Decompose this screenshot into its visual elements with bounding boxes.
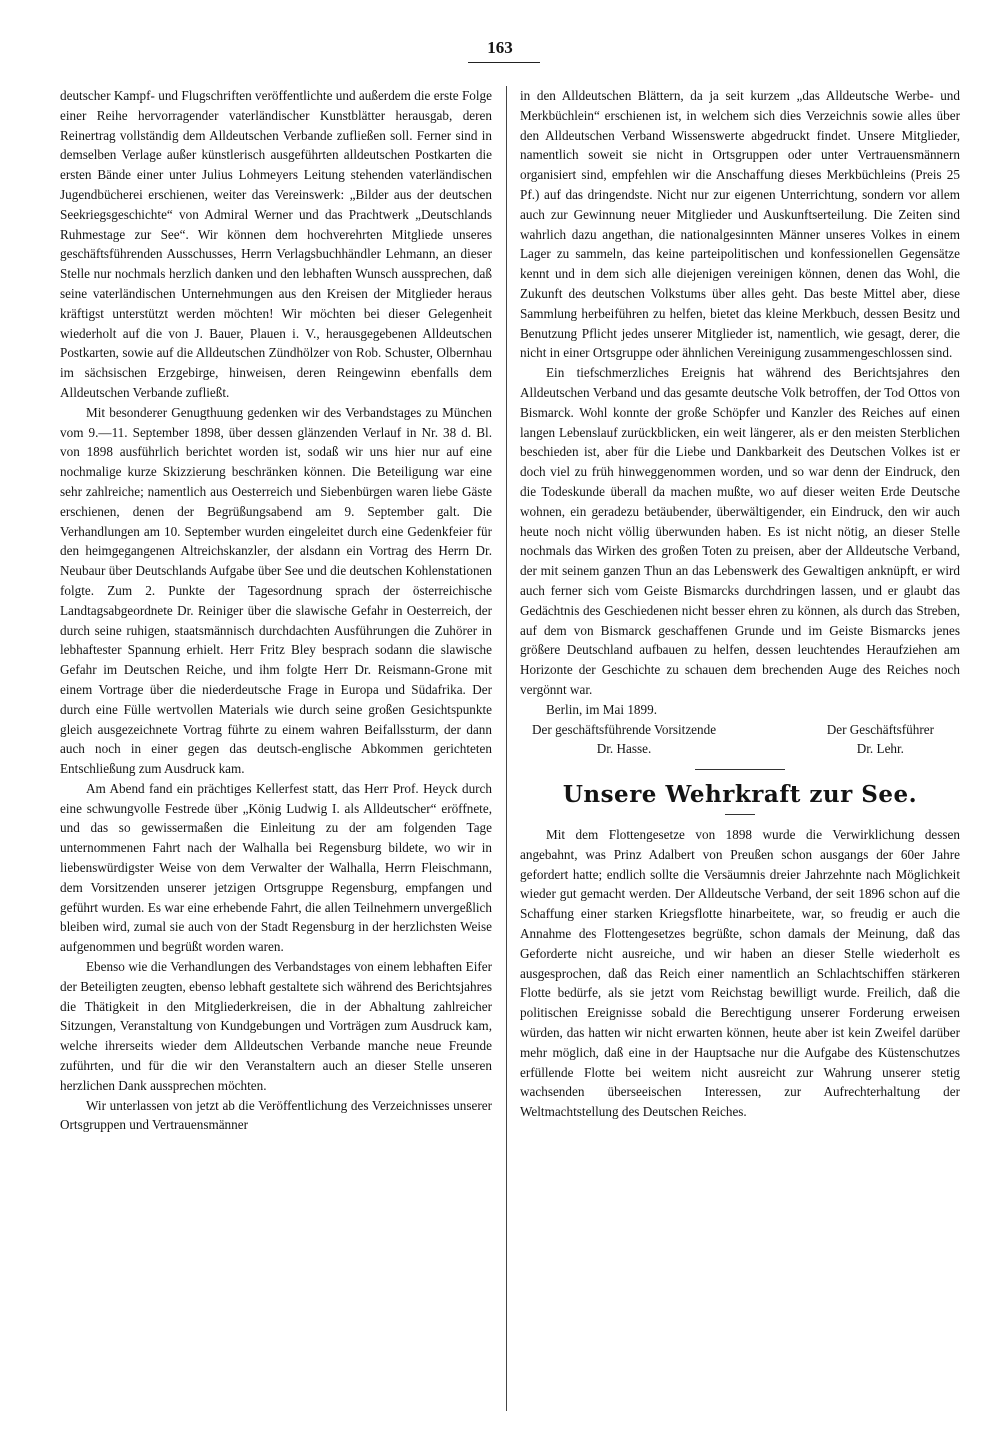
signature-manager-title: Der Geschäftsführer (826, 721, 934, 737)
signature-manager-name: Dr. Lehr. (856, 741, 904, 757)
right-paragraph-2: Ein tiefschmerzliches Ereignis hat während des Berichtsjahres den Alldeutschen Verband und das gesamte deutsche Volk betroffen, der Tod Ottos von Bismarck. Wohl konnte der große Schöpfer und Kanzler des Reiches auf einen langen Lebenslauf zurückblicken, ein weit längerer, als er den meisten Sterblichen beschieden ist, aber für die Liebe und Dankbarkeit des Deutschen Volkes ist er doch viel zu früh hinweggenommen worden, und so war denn der Eindruck, den die Todeskunde überall da machen mußte, wo auf dieser weiten Erde Deutsche wohnen, ein geradezu betäubender, überwältigender, ein Eindruck, den wir auch heute noch nicht völlig überwunden haben. Es ist nicht nötig, an dieser Stelle nochmals das Wirken des großen Toten zu preisen, aber der Alldeutsche Verband, der mit seinem ganzen Thun an das Lebenswerk des Gewaltigen anknüpft, er wird auch ferner sich vom Geiste Bismarcks durchdringen lassen, und er glaubt das Gedächtnis des Geschiedenen nicht besser ehren zu können, als durch das Streben, auf dem von Bismarck geschaffenen Grunde und im Geiste Bismarcks jenes größere Deutschland aufbauen zu helfen, dessen leuchtendes Heraufziehen am Horizonte der Geschichte zu schauen dem brechenden Auge des Reiches noch vergönnt war. (520, 365, 960, 697)
page-number-rule (468, 62, 540, 63)
left-paragraph-5: Wir unterlassen von jetzt ab die Veröffentlichung des Verzeichnisses unserer Ortsgruppen und Vertrauensmänner (60, 1097, 492, 1133)
left-column (60, 86, 492, 1135)
signature-chairman-title: Der geschäftsführende Vorsitzende (532, 721, 717, 737)
section-separator (695, 769, 785, 770)
signature-chairman (520, 720, 716, 760)
left-paragraph-1: deutscher Kampf- und Flugschriften veröffentlichte und außerdem die erste Folge einer Reihe hervorragender vaterländischer Kunstblätter herausgab, deren Reinertrag vollständig dem Alldeutschen Verbande zufließen soll. Ferner sind in demselben Verlage außer künstlerisch ausgeführten alldeutschen Postkarten die ersten Bände einer unter Julius Lohmeyers Leitung stehenden vaterländischen Jugendbücherei erschienen, weiter das Vereinswerk: „Bilder aus der deutschen Seekriegsgeschichte“ von Admiral Werner und das Prachtwerk „Deutschlands Ruhmestage zur See“. Wir können dem hochverehrten Mitgliede unseres geschäftsführenden Ausschusses, Herrn Verlagsbuchhändler Lehmann, an dieser Stelle nur nochmals herzlich danken und den lebhaften Wunsch aussprechen, daß seine vaterländischen Unternehmungen aus den Kreisen der Mitglieder heraus kräftigst unterstützt werden möchten! Wir möchten bei dieser Gelegenheit wiederholt auf die von J. Bauer, Plauen i. V., herausgegebenen Alldeutschen Postkarten, sowie auf die Alldeutschen Zündhölzer von Rob. Schuster, Olbernhau im sächsischen Erzgebirge, hinweisen, deren Reingewinn ebenfalls dem Alldeutschen Verbande zufließt. (60, 88, 492, 400)
article-paragraph: Mit dem Flottengesetze von 1898 wurde die Verwirklichung dessen angebahnt, was Prinz Adalbert von Preußen schon ausgangs der 60er Jahre gefordert hatte; endlich sollte die Versäumnis dreier Jahrzehnte nach Möglichkeit wieder gut gemacht werden. Der Alldeutsche Verband, der seit 1896 schon auf die Schaffung einer starken Kriegsflotte hinarbeitete, war, so freudig er auch die Annahme des Flottengesetzes begrüßte, schon damals der Meinung, daß das Geforderte nicht ausreiche, und wir haben an dieser Stelle wiederholt es ausgesprochen, daß das Reich einer namentlich an Schlachtschiffen stärkeren Flotte bedürfe, als sie jetzt vom Reichstag bewilligt wurde. Freilich, daß die politischen Ereignisse sobald die Berechtigung unserer Forderung erweisen würden, das hatten wir nicht erwarten können, heute aber ist kein Zweifel darüber mehr möglich, daß eine in der Hauptsache nur die Aufgabe des Küstenschutzes erfüllende Flotte bei weitem nicht ausreicht zur Wahrung unserer stetig wachsenden überseeischen Interessen, zur Aufrechterhaltung der Weltmachtstellung des Deutschen Reiches. (520, 827, 960, 1120)
article-title: Unsere Wehrkraft zur See. (562, 781, 918, 809)
right-paragraph-1: in den Alldeutschen Blättern, da ja seit kurzem „das Alldeutsche Werbe- und Merkbüchlein“ erschienen ist, in welchem sich dies Verzeichnis sowie alles über den Alldeutschen Verband Wissenswerte abgedruckt findet. Unsere Mitglieder, namentlich soweit sie nicht in Ortsgruppen oder unter Vertrauensmännern organisiert sind, empfehlen wir die Anschaffung dieses Merkbüchleins (Preis 25 Pf.) auf das dringendste. Nicht nur zur eigenen Unterrichtung, sondern vor allem auch zur Gewinnung neuer Mitglieder und Auskunftserteilung. Die Zeiten sind wahrlich dazu angethan, die nationalgesinnten Männer unseres Volkes in einem Lager zu sammeln, das keine parteipolitischen und konfessionellen Gegensätze kennt und in dem sich alle diejenigen vereinigen können, denen das Wohl, die Zukunft des deutschen Volkstums über alles geht. Das beste Mittel aber, diese Sammlung herbeiführen zu helfen, bietet das kleine Merkbuch, dessen Besitz und Benutzung Pflicht jedes unserer Mitglieder ist, namentlich, wie gesagt, derer, die nicht in einer Ortsgruppe oder ähnlichen Vereinigung zusammengeschlossen sind. (520, 88, 960, 361)
dateline: Berlin, im Mai 1899. (546, 701, 657, 717)
right-column (520, 86, 960, 1122)
signature-manager (827, 720, 960, 760)
left-paragraph-3: Am Abend fand ein prächtiges Kellerfest statt, das Herr Prof. Heyck durch eine schwungvolle Festrede über „König Ludwig I. als Alldeutscher“ eröffnete, und das so gewissermaßen die Einleitung zu der am folgenden Tage unternommenen Fahrt nach der Walhalla bei Regensburg bildete, wo wir in liebenswürdigster Weise von dem Verwalter der Walhalla, Herrn Fleischmann, dem Vorsitzenden unserer jetzigen Ortsgruppe Regensburg, empfangen und geführt wurden. Es war eine erhebende Fahrt, die allen Teilnehmern unvergeßlich bleiben wird, zumal sie auch von der Stadt Regensburg in der herzlichsten Weise aufgenommen und begrüßt worden waren. (60, 780, 492, 955)
column-divider (506, 86, 507, 1411)
page-number: 163 (487, 38, 513, 57)
signature-block (520, 720, 960, 760)
left-paragraph-2: Mit besonderer Genugthuung gedenken wir des Verbandstages zu München vom 9.—11. September 1898, über dessen glänzenden Verlauf in Nr. 38 d. Bl. von 1898 ausführlich berichtet worden ist, sodaß wir uns hier nur auf eine nochmalige kurze Skizzierung beschränken können. Die Beteiligung war eine sehr zahlreiche; namentlich aus Oesterreich und Siebenbürgen waren liebe Gäste erschienen, denen der Begrüßungsabend am 9. September galt. Die Verhandlungen am 10. September wurden eingeleitet durch eine Gedenkfeier für den heimgegangenen Altreichskanzler, der alsdann ein Vortrag des Herrn Dr. Neubaur über Deutschlands Aufgabe über See und die deutschen Kohlenstationen folgte. Zum 2. Punkte der Tagesordnung sprach der österreichische Landtagsabgeordnete Dr. Reiniger über die slawische Gefahr in Oesterreich, der durch seine ruhigen, staatsmännisch durchdachten Ausführungen die Zuhörer in lebhaftester Spannung erhielt. Herr Fritz Bley besprach sodann die slawische Gefahr im Deutschen Reiche, und ihm folgte Herr Dr. Reismann-Grone mit einem Vortrage über die niederdeutsche Frage in Europa und Südafrika. Der durch eine Fülle wertvollen Materials wie durch seine großen Gesichtspunkte gleich ausgezeichnete Vortrag führte zu einem wahren Beifallssturm, der dann auch noch in einer gegen das deutsch-englische Abkommen gerichteten Entschließung zum Ausdruck kam. (60, 404, 492, 777)
left-paragraph-4: Ebenso wie die Verhandlungen des Verbandstages von einem lebhaften Eifer der Beteiligten zeugten, ebenso lebhaft gestaltete sich während des Berichtsjahres die Thätigkeit in den Mitgliederkreisen, die in der Abhaltung zahlreicher Sitzungen, Veranstaltung von Kundgebungen und Vorträgen zum Ausdruck kam, welche ihrerseits wieder dem Alldeutschen Verbande manche neue Freunde zuführten, und für die wir den Veranstaltern auch an dieser Stelle unseren herzlichen Dank aussprechen möchten. (60, 959, 492, 1093)
title-rule (725, 814, 755, 815)
signature-chairman-name: Dr. Hasse. (596, 741, 652, 757)
